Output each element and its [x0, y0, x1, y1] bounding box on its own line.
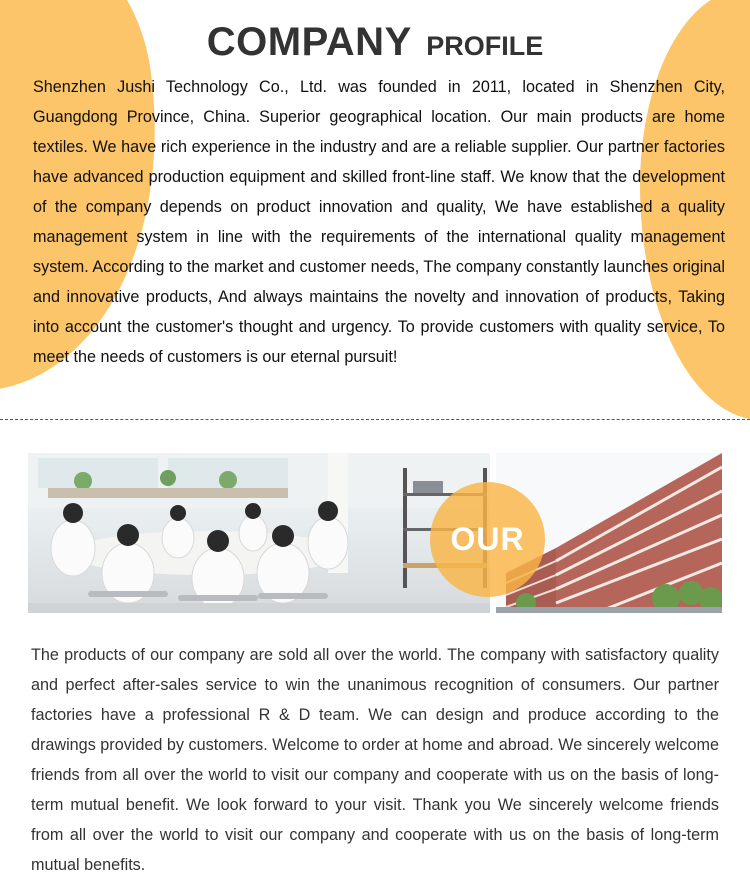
office-scene-illustration [28, 453, 490, 613]
our-badge [430, 482, 545, 597]
closing-paragraph: The products of our company are sold all over the world. The company with satisfactory quality and perfect after-sales service to win the unanimous recognition of consumers. Our partner factories have a professional R & D team. We can design and produce according to the drawings provided by customers. Welcome to order at home and abroad. We sincerely welcome friends from all over the world to visit our company and cooperate with us on the basis of long-term mutual benefit. We look forward to your visit. Thank you We sincerely welcome friends from all over the world to visit our company and cooperate with us on the basis of long-term mutual benefits. [31, 646, 719, 874]
title-main: COMPANY [206, 20, 412, 64]
intro-paragraph: Shenzhen Jushi Technology Co., Ltd. was founded in 2011, located in Shenzhen City, Guangdong Province, China. Superior geographical location. Our main products are home textiles. We have rich experience in the industry and are a reliable supplier. Our partner factories have advanced production equipment and skilled front-line staff. We know that the development of the company depends on product innovation and quality, We have established a quality management system in line with the requirements of the international quality management system. According to the market and customer needs, The company constantly launches original and innovative products, And always maintains the novelty and innovation of products, Taking into account the customer's thought and urgency. To provide customers with quality service, To meet the needs of customers is our eternal pursuit! [33, 78, 725, 366]
office-team-photo [28, 453, 490, 613]
section-divider [0, 419, 750, 420]
our-badge-label: OUR [450, 521, 525, 557]
title-sub: PROFILE [426, 31, 544, 61]
page-title [0, 20, 750, 65]
